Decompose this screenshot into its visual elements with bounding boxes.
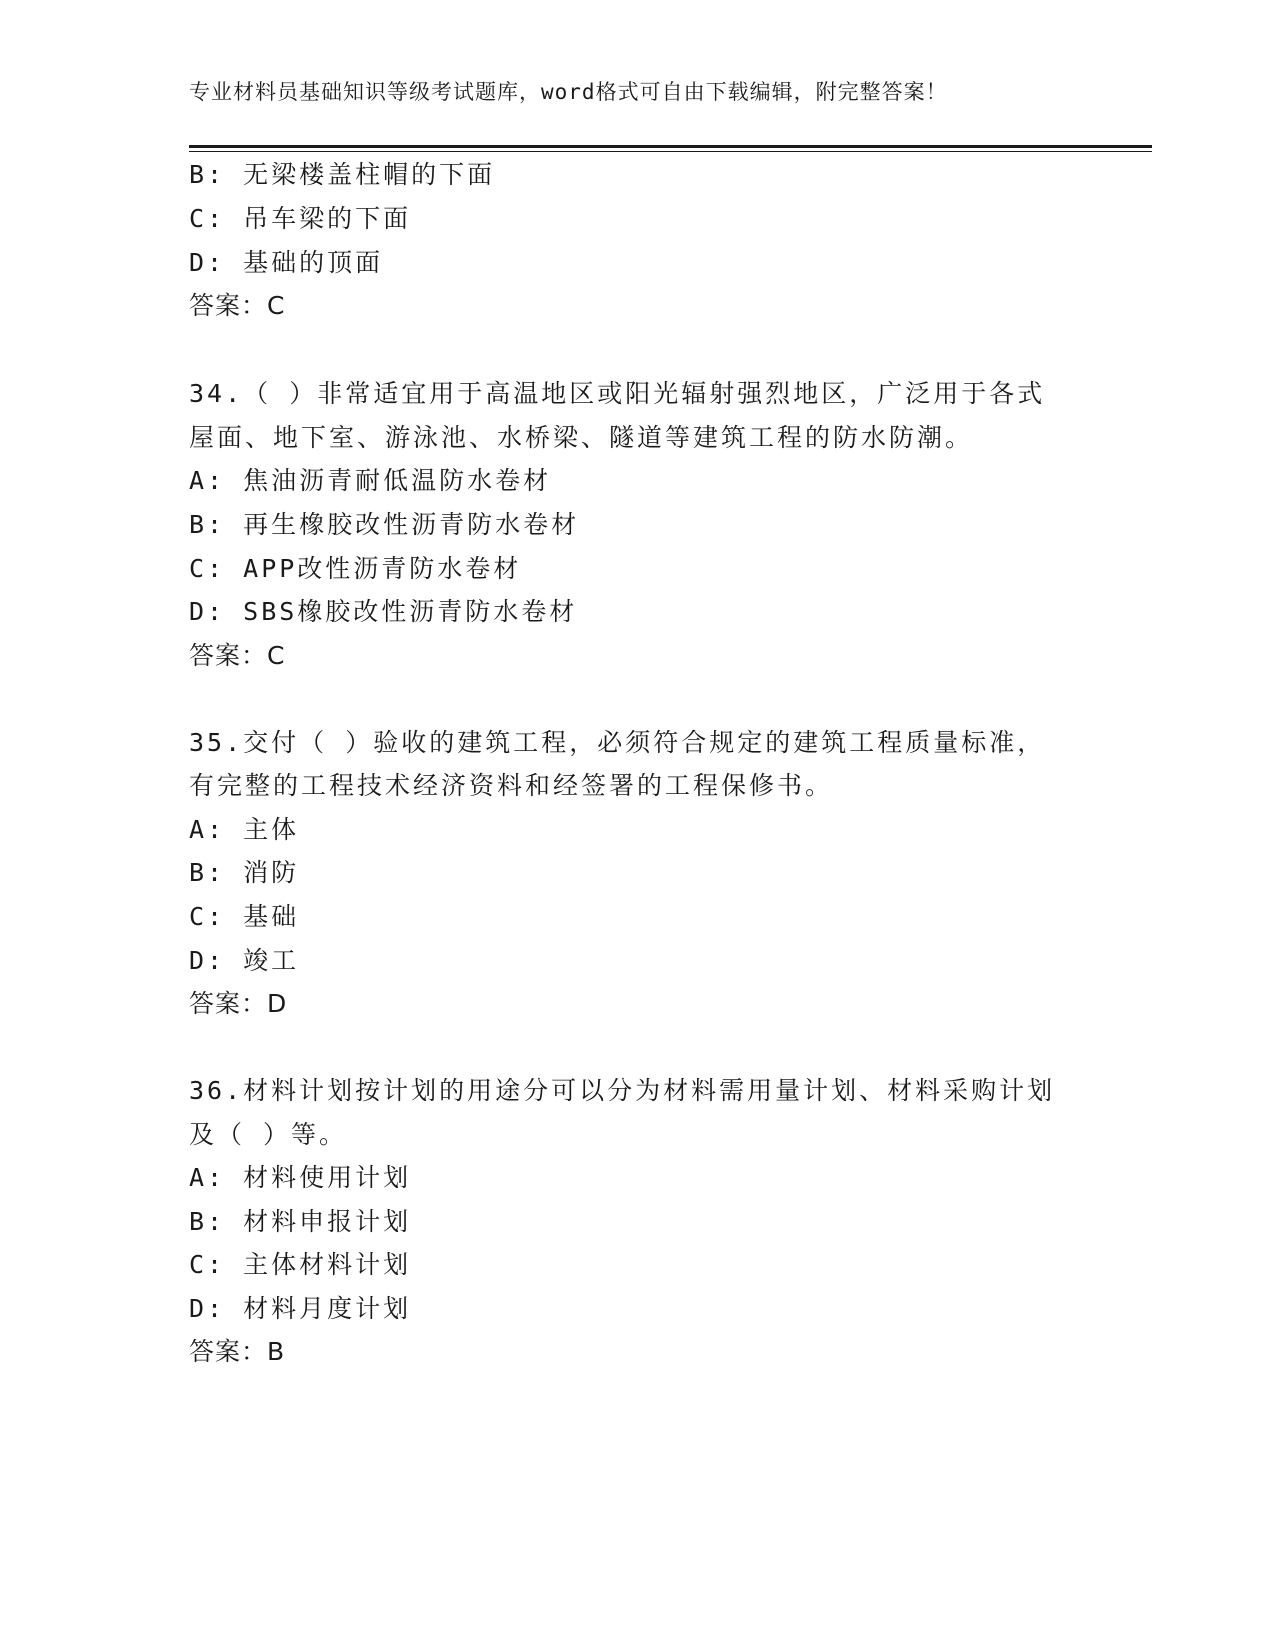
option-d: D: 材料月度计划 <box>189 1294 412 1323</box>
header-rule-thick <box>189 145 1152 148</box>
question-36-line-2: 及（ ）等。 <box>189 1120 348 1149</box>
answer-35: 答案：D <box>189 989 288 1018</box>
option-c: C: 基础 <box>189 902 300 931</box>
answer-33: 答案：C <box>189 291 286 320</box>
page-header: 专业材料员基础知识等级考试题库，word格式可自由下载编辑，附完整答案！ <box>189 80 948 104</box>
option-d: D: SBS橡胶改性沥青防水卷材 <box>189 597 578 626</box>
option-d: D: 基础的顶面 <box>189 248 384 277</box>
option-c: C: 主体材料计划 <box>189 1250 412 1279</box>
question-34-line-1: 34.（ ）非常适宜用于高温地区或阳光辐射强烈地区，广泛用于各式 <box>189 379 1046 408</box>
option-b: B: 材料申报计划 <box>189 1207 412 1236</box>
option-b: B: 无梁楼盖柱帽的下面 <box>189 160 496 189</box>
question-35-line-1: 35.交付（ ）验收的建筑工程，必须符合规定的建筑工程质量标准， <box>189 728 1046 757</box>
option-b: B: 再生橡胶改性沥青防水卷材 <box>189 510 580 539</box>
question-34-line-2: 屋面、地下室、游泳池、水桥梁、隧道等建筑工程的防水防潮。 <box>189 423 974 452</box>
question-36-line-1: 36.材料计划按计划的用途分可以分为材料需用量计划、材料采购计划 <box>189 1076 1056 1105</box>
answer-36: 答案：B <box>189 1337 286 1366</box>
question-35-line-2: 有完整的工程技术经济资料和经签署的工程保修书。 <box>189 771 834 800</box>
option-a: A: 焦油沥青耐低温防水卷材 <box>189 466 552 495</box>
option-a: A: 材料使用计划 <box>189 1163 412 1192</box>
answer-34: 答案：C <box>189 641 286 670</box>
option-d: D: 竣工 <box>189 946 300 975</box>
option-c: C: APP改性沥青防水卷材 <box>189 554 522 583</box>
option-b: B: 消防 <box>189 858 300 887</box>
header-rule-thin <box>189 151 1152 152</box>
option-c: C: 吊车梁的下面 <box>189 204 412 233</box>
option-a: A: 主体 <box>189 815 300 844</box>
